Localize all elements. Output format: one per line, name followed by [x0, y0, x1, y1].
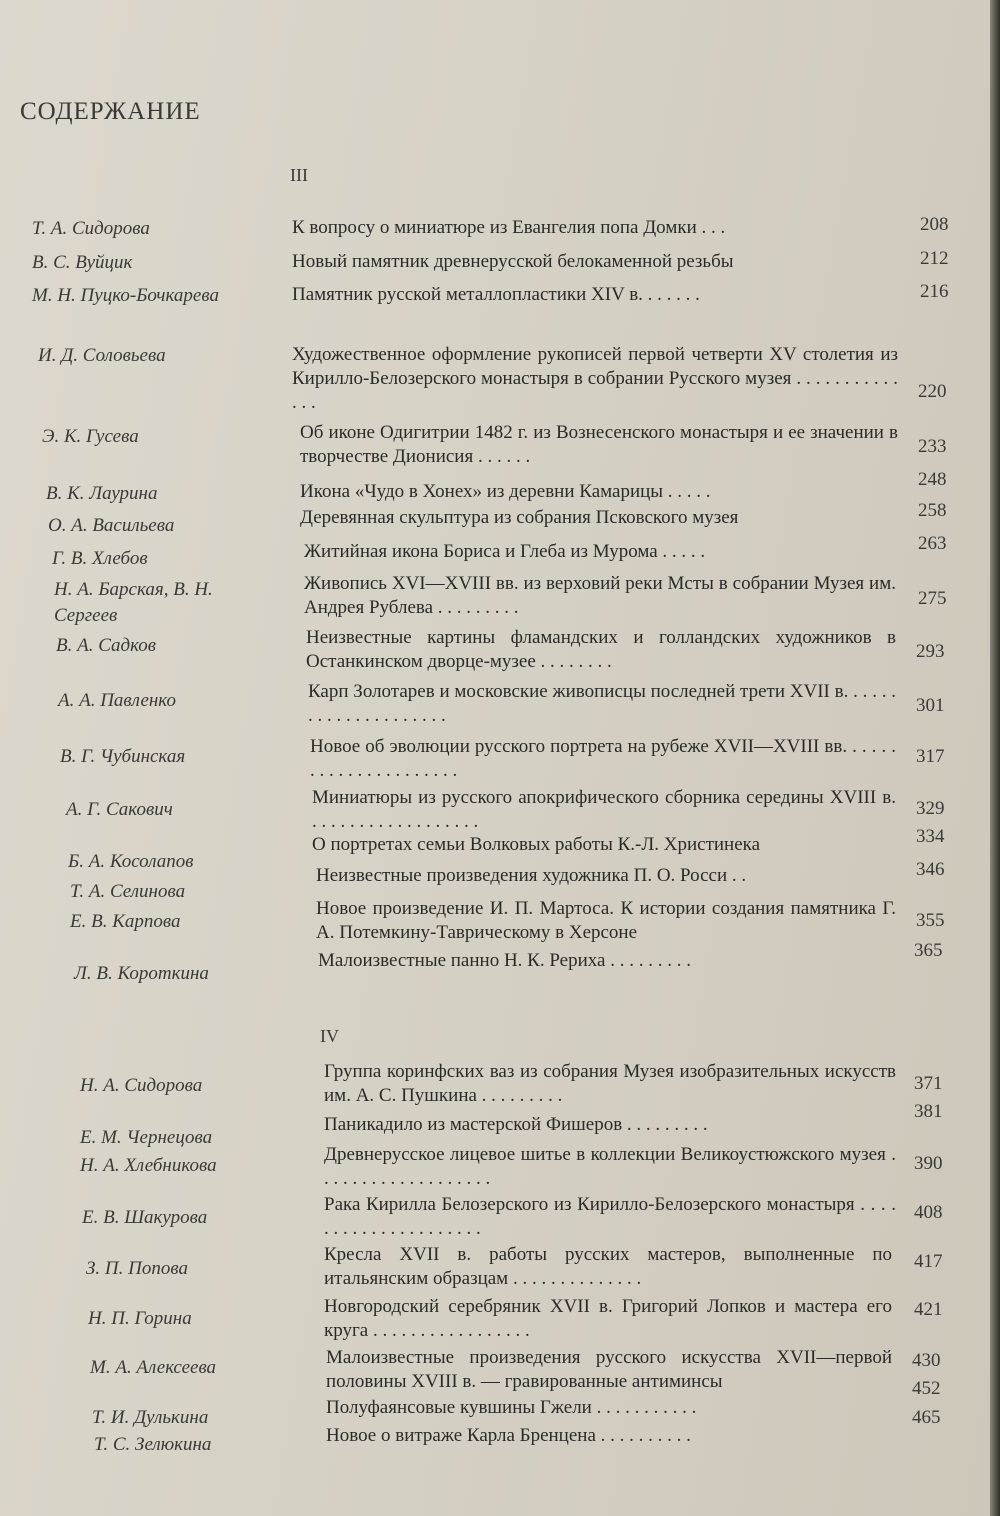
entry-page: 212	[920, 248, 949, 269]
entry-title: Неизвестные произведения художника П. О. Росси . .	[316, 865, 747, 886]
entry-page: 408	[914, 1202, 943, 1223]
entry-title: Рака Кирилла Белозерского из Кирилло-Белозерского монастыря . . . . . . . . . . . . . . . . . . . . .	[324, 1194, 896, 1239]
entry-title: Полуфаянсовые кувшины Гжели . . . . . . . . . . .	[326, 1397, 697, 1418]
entry-page: 465	[912, 1407, 941, 1428]
entry-page: 293	[916, 641, 945, 662]
entry-page: 355	[916, 910, 945, 931]
entry-page: 365	[914, 940, 943, 961]
entry-title: Новое об эволюции русского портрета на рубеже XVII—XVIII вв. . . . . . . . . . . . . . . . . . . . . .	[310, 736, 896, 781]
entry-page: 233	[918, 436, 947, 457]
entry-title: Новое произведение И. П. Мартоса. К истории создания памятника Г. А. Потемкину-Таврическому в Херсоне	[316, 898, 896, 943]
entry-title: Памятник русской металлопластики XIV в. . . . . . .	[292, 284, 700, 305]
entry-author: Т. А. Сидорова	[32, 218, 150, 239]
entry-author: Е. М. Чернецова	[80, 1127, 213, 1148]
entry-page: 452	[912, 1378, 941, 1399]
entry-page: 421	[914, 1299, 943, 1320]
book-edge	[990, 0, 1000, 1516]
entry-page: 390	[914, 1153, 943, 1174]
entry-title: О портретах семьи Волковых работы К.-Л. Христинека	[312, 834, 761, 855]
entry-title: Икона «Чудо в Хонех» из деревни Камарицы . . . . .	[300, 481, 711, 502]
entry-author: Т. И. Дулькина	[92, 1407, 209, 1428]
entry-title: Кресла XVII в. работы русских мастеров, выполненные по итальянским образцам . . . . . . . . . . . . . .	[324, 1244, 892, 1289]
entry-author: Н. А. Сидорова	[80, 1075, 203, 1096]
entry-page: 346	[916, 859, 945, 880]
entry-author: А. Г. Сакович	[66, 799, 173, 820]
entry-title: К вопросу о миниатюре из Евангелия попа Домки . . .	[292, 217, 726, 238]
entry-page: 248	[918, 469, 947, 490]
entry-author: Л. В. Короткина	[74, 963, 209, 984]
entry-title: Деревянная скульптура из собрания Псковского музея	[300, 507, 739, 528]
entry-title: Группа коринфских ваз из собрания Музея изобразительных искусств им. А. С. Пушкина . . . . . . . . .	[324, 1061, 896, 1106]
entry-title: Малоизвестные панно Н. К. Рериха . . . . . . . . .	[318, 950, 691, 971]
entry-author: М. А. Алексеева	[90, 1357, 217, 1378]
entry-author: И. Д. Соловьева	[38, 345, 166, 366]
entry-author: Н. А. Хлебникова	[80, 1155, 217, 1176]
entry-page: 258	[918, 500, 947, 521]
page-heading: СОДЕРЖАНИЕ	[20, 98, 201, 125]
entry-title: Древнерусское лицевое шитье в коллекции Великоустюжского музея . . . . . . . . . . . . . . . . . . .	[324, 1144, 896, 1189]
entry-page: 371	[914, 1073, 943, 1094]
entry-page: 216	[920, 281, 949, 302]
section-label-iii: III	[290, 165, 308, 185]
entry-page: 208	[920, 214, 949, 235]
entry-page: 430	[912, 1350, 941, 1371]
entry-title: Новое о витраже Карла Бренцена . . . . . . . . . .	[326, 1425, 691, 1446]
entry-title: Неизвестные картины фламандских и голландских художников в Останкинском дворце-музее . . . . . . . .	[306, 627, 896, 672]
entry-title: Об иконе Одигитрии 1482 г. из Вознесенского монастыря и ее значении в творчестве Дионисия . . . . . .	[300, 422, 898, 467]
entry-author: В. А. Садков	[56, 635, 157, 656]
entry-page: 334	[916, 826, 945, 847]
entry-title: Новый памятник древнерусской белокаменной резьбы	[292, 251, 734, 272]
entry-title: Миниатюры из русского апокрифического сборника середины XVIII в. . . . . . . . . . . . . . . . . . .	[312, 787, 896, 832]
entry-title: Новгородский серебряник XVII в. Григорий Лопков и мастера его круга . . . . . . . . . . . . . . . . .	[324, 1296, 892, 1341]
entry-page: 220	[918, 381, 947, 402]
entry-author: В. Г. Чубинская	[60, 746, 186, 767]
entry-page: 317	[916, 746, 945, 767]
entry-author: Н. А. Барская, В. Н. Сергеев	[54, 579, 213, 626]
entry-author: О. А. Васильева	[48, 515, 175, 536]
entry-author: А. А. Павленко	[58, 690, 176, 711]
entry-title: Житийная икона Бориса и Глеба из Мурома . . . . .	[304, 541, 706, 562]
entry-author: В. К. Лаурина	[46, 483, 158, 504]
entry-author: З. П. Попова	[86, 1258, 188, 1279]
entry-author: М. Н. Пуцко-Бочкарева	[32, 285, 219, 306]
entry-page: 263	[918, 533, 947, 554]
entry-page: 275	[918, 588, 947, 609]
entry-page: 381	[914, 1101, 943, 1122]
entry-title: Художественное оформление рукописей первой четверти XV столетия из Кирилло-Белозерского монастыря в собрании Русского музея . . . . . . . . . . . . . .	[292, 344, 898, 413]
entry-page: 329	[916, 798, 945, 819]
entry-author: Т. А. Селинова	[70, 881, 186, 902]
entry-author: Е. В. Карпова	[70, 911, 181, 932]
entry-author: Е. В. Шакурова	[82, 1207, 208, 1228]
entry-author: Э. К. Гусева	[42, 426, 139, 447]
entry-title: Карп Золотарев и московские живописцы последней трети XVII в. . . . . . . . . . . . . . . . . . . . .	[308, 681, 896, 726]
entry-author: Г. В. Хлебов	[52, 548, 148, 569]
entry-author: Т. С. Зелюкина	[94, 1434, 212, 1455]
entry-author: В. С. Вуйцик	[32, 252, 133, 273]
entry-title: Паникадило из мастерской Фишеров . . . . . . . . .	[324, 1114, 708, 1135]
section-label-iv: IV	[320, 1026, 339, 1046]
entry-author: Н. П. Горина	[88, 1308, 192, 1329]
entry-page: 417	[914, 1251, 943, 1272]
entry-author: Б. А. Косолапов	[68, 851, 194, 872]
entry-title: Живопись XVI—XVIII вв. из верховий реки Мсты в собрании Музея им. Андрея Рублева . . . . . . . . .	[304, 573, 896, 618]
entry-title: Малоизвестные произведения русского искусства XVII—первой половины XVIII в. — гравированные антиминсы	[326, 1347, 892, 1392]
entry-page: 301	[916, 695, 945, 716]
